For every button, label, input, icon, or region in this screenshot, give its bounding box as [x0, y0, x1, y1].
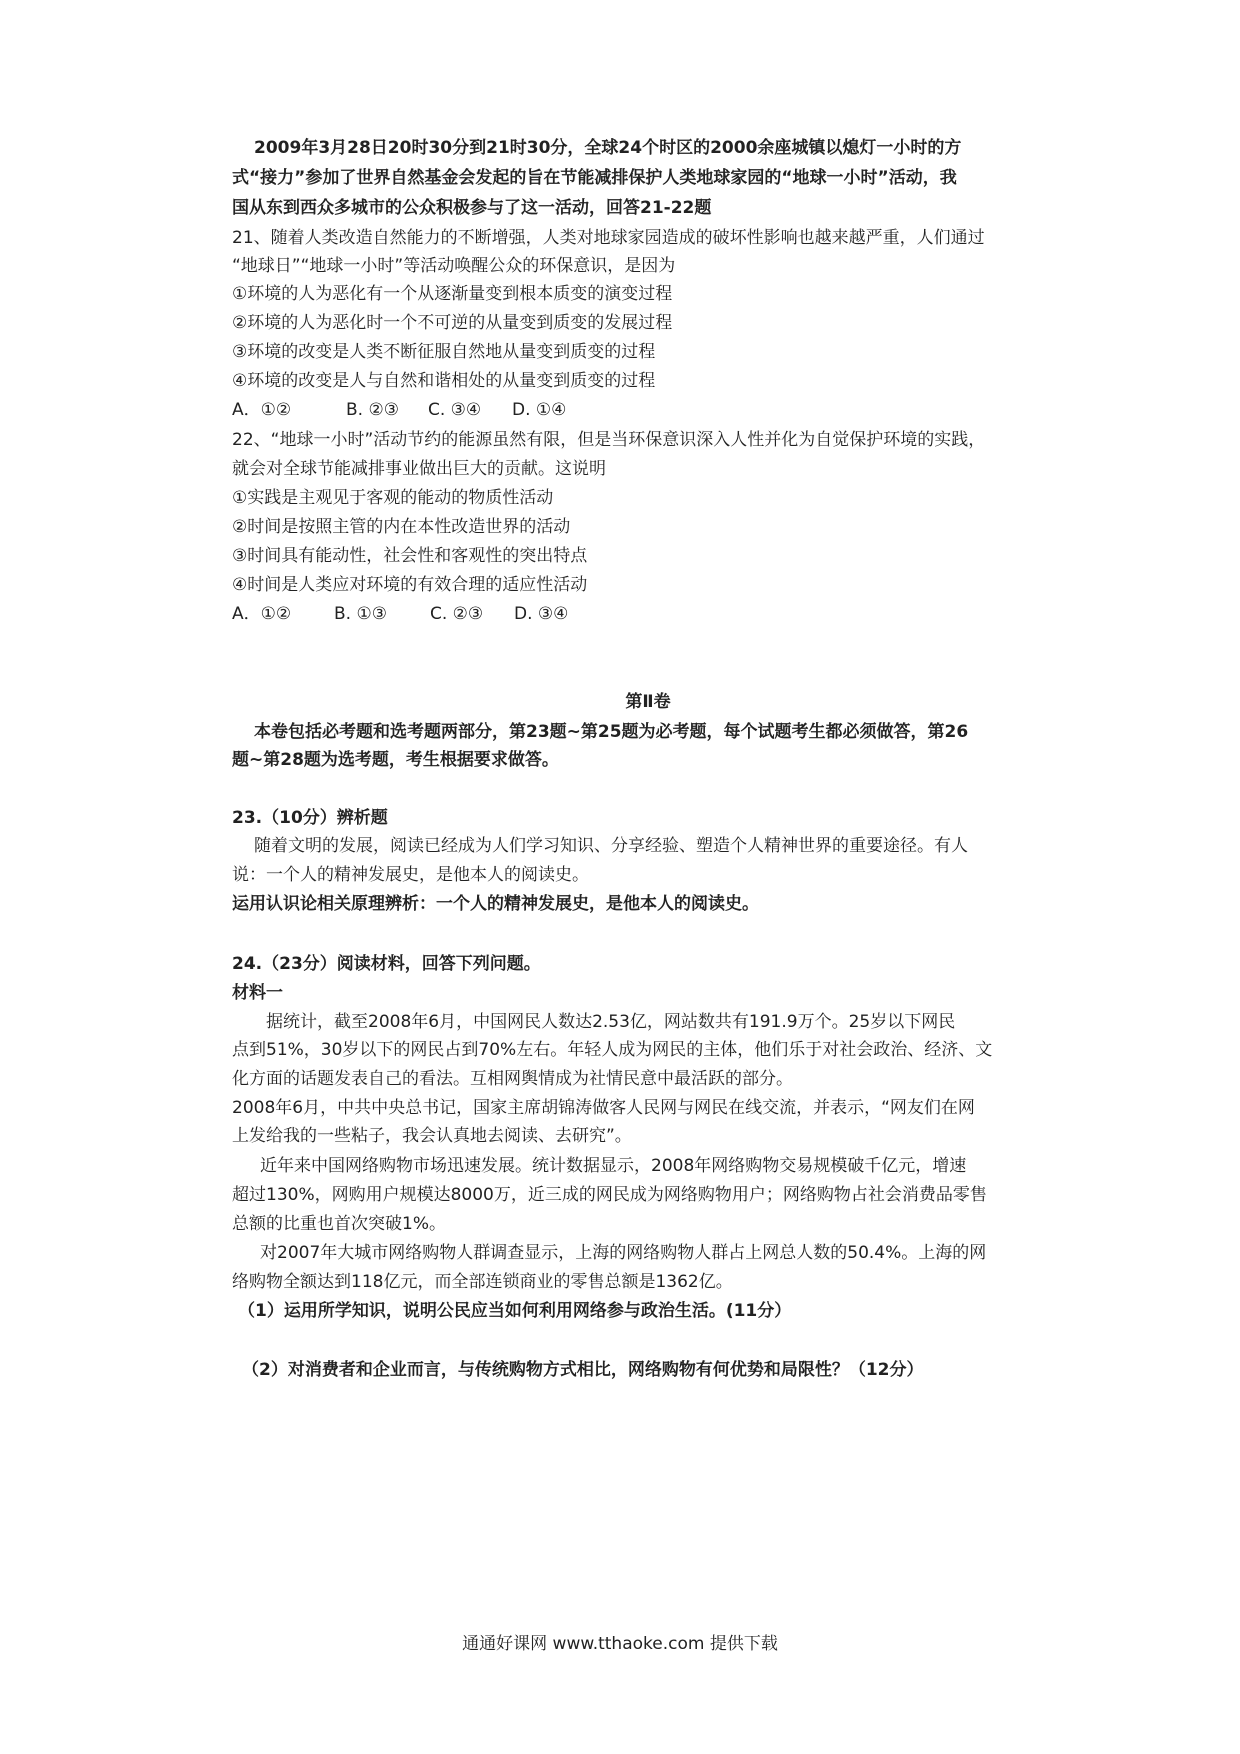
q22-option-c: C. ②③: [430, 604, 484, 624]
q24-p4-line-1: 对2007年大城市网络购物人群调查显示，上海的网络购物人群占上网总人数的50.4%。上海的网: [260, 1243, 987, 1263]
q23-body-line-1: 随着文明的发展，阅读已经成为人们学习知识、分享经验、塑造个人精神世界的重要途径。有人: [254, 836, 968, 856]
q24-sub-question-1: （1）运用所学知识，说明公民应当如何利用网络参与政治生活。(11分）: [238, 1301, 792, 1321]
q23-heading: 23.（10分）辨析题: [232, 808, 388, 828]
q24-p3-line-2: 超过130%，网购用户规模达8000万，近三成的网民成为网络购物用户；网络购物占社会消费品零售: [232, 1185, 987, 1205]
q21-option-d: D. ①④: [512, 400, 567, 420]
q24-p2-line-2: 上发给我的一些粘子，我会认真地去阅读、去研究”。: [232, 1126, 632, 1146]
section-title: 第Ⅱ卷: [625, 692, 671, 712]
q21-item-2: ②环境的人为恶化时一个不可逆的从量变到质变的发展过程: [232, 313, 673, 333]
footer-credit: 通通好课网 www.tthaoke.com 提供下载: [462, 1634, 778, 1654]
intro-line-3: 国从东到西众多城市的公众积极参与了这一活动，回答21-22题: [232, 198, 712, 218]
q22-item-4: ④时间是人类应对环境的有效合理的适应性活动: [232, 575, 588, 595]
q22-option-b: B. ①③: [334, 604, 387, 624]
q24-p3-line-1: 近年来中国网络购物市场迅速发展。统计数据显示，2008年网络购物交易规模破千亿元，增速: [260, 1156, 967, 1176]
q22-stem-line-1: 22、“地球一小时”活动节约的能源虽然有限，但是当环保意识深入人性并化为自觉保护环境的实践，: [232, 430, 986, 450]
q22-item-2: ②时间是按照主管的内在本性改造世界的活动: [232, 517, 571, 537]
section-desc-line-1: 本卷包括必考题和选考题两部分，第23题~第25题为必考题，每个试题考生都必须做答，第26: [254, 722, 969, 742]
q24-p2-line-1: 2008年6月，中共中央总书记，国家主席胡锦涛做客人民网与网民在线交流，并表示，“网友们在网: [232, 1098, 975, 1118]
q24-material-label: 材料一: [232, 983, 283, 1003]
q22-stem-line-2: 就会对全球节能减排事业做出巨大的贡献。这说明: [232, 459, 606, 479]
q21-item-4: ④环境的改变是人与自然和谐相处的从量变到质变的过程: [232, 371, 656, 391]
q21-option-b: B. ②③: [346, 400, 399, 420]
q24-p4-line-2: 络购物全额达到118亿元，而全部连锁商业的零售总额是1362亿。: [232, 1272, 733, 1292]
q24-p1-line-3: 化方面的话题发表自己的看法。互相网舆情成为社情民意中最活跃的部分。: [232, 1069, 793, 1089]
q24-p1-line-1: 据统计，截至2008年6月，中国网民人数达2.53亿，网站数共有191.9万个。25岁以下网民: [266, 1012, 956, 1032]
intro-line-1: 2009年3月28日20时30分到21时30分，全球24个时区的2000余座城镇以熄灯一小时的方: [254, 138, 962, 158]
q21-stem-line-2: “地球日”“地球一小时”等活动唤醒公众的环保意识，是因为: [232, 256, 676, 276]
q22-option-a: A．①②: [232, 604, 292, 624]
q24-sub-question-2: （2）对消费者和企业而言，与传统购物方式相比，网络购物有何优势和局限性？（12分）: [242, 1360, 924, 1380]
q21-stem-line-1: 21、随着人类改造自然能力的不断增强，人类对地球家园造成的破坏性影响也越来越严重，人们通过: [232, 228, 985, 248]
q21-item-1: ①环境的人为恶化有一个从逐渐量变到根本质变的演变过程: [232, 284, 673, 304]
q22-item-3: ③时间具有能动性，社会性和客观性的突出特点: [232, 546, 588, 566]
intro-line-2: 式“接力”参加了世界自然基金会发起的旨在节能减排保护人类地球家园的“地球一小时”活动，我: [232, 168, 957, 188]
q24-heading: 24.（23分）阅读材料，回答下列问题。: [232, 954, 541, 974]
q23-body-line-2: 说：一个人的精神发展史，是他本人的阅读史。: [232, 865, 589, 885]
q21-option-c: C. ③④: [428, 400, 482, 420]
q22-item-1: ①实践是主观见于客观的能动的物质性活动: [232, 488, 554, 508]
section-desc-line-2: 题~第28题为选考题，考生根据要求做答。: [232, 750, 559, 770]
q21-item-3: ③环境的改变是人类不断征服自然地从量变到质变的过程: [232, 342, 656, 362]
q24-p1-line-2: 点到51%，30岁以下的网民占到70%左右。年轻人成为网民的主体，他们乐于对社会政治、经济、文: [232, 1040, 993, 1060]
q21-option-a: A．①②: [232, 400, 292, 420]
q22-option-d: D. ③④: [514, 604, 569, 624]
q23-task: 运用认识论相关原理辨析：一个人的精神发展史，是他本人的阅读史。: [232, 894, 759, 914]
q24-p3-line-3: 总额的比重也首次突破1%。: [232, 1214, 446, 1234]
